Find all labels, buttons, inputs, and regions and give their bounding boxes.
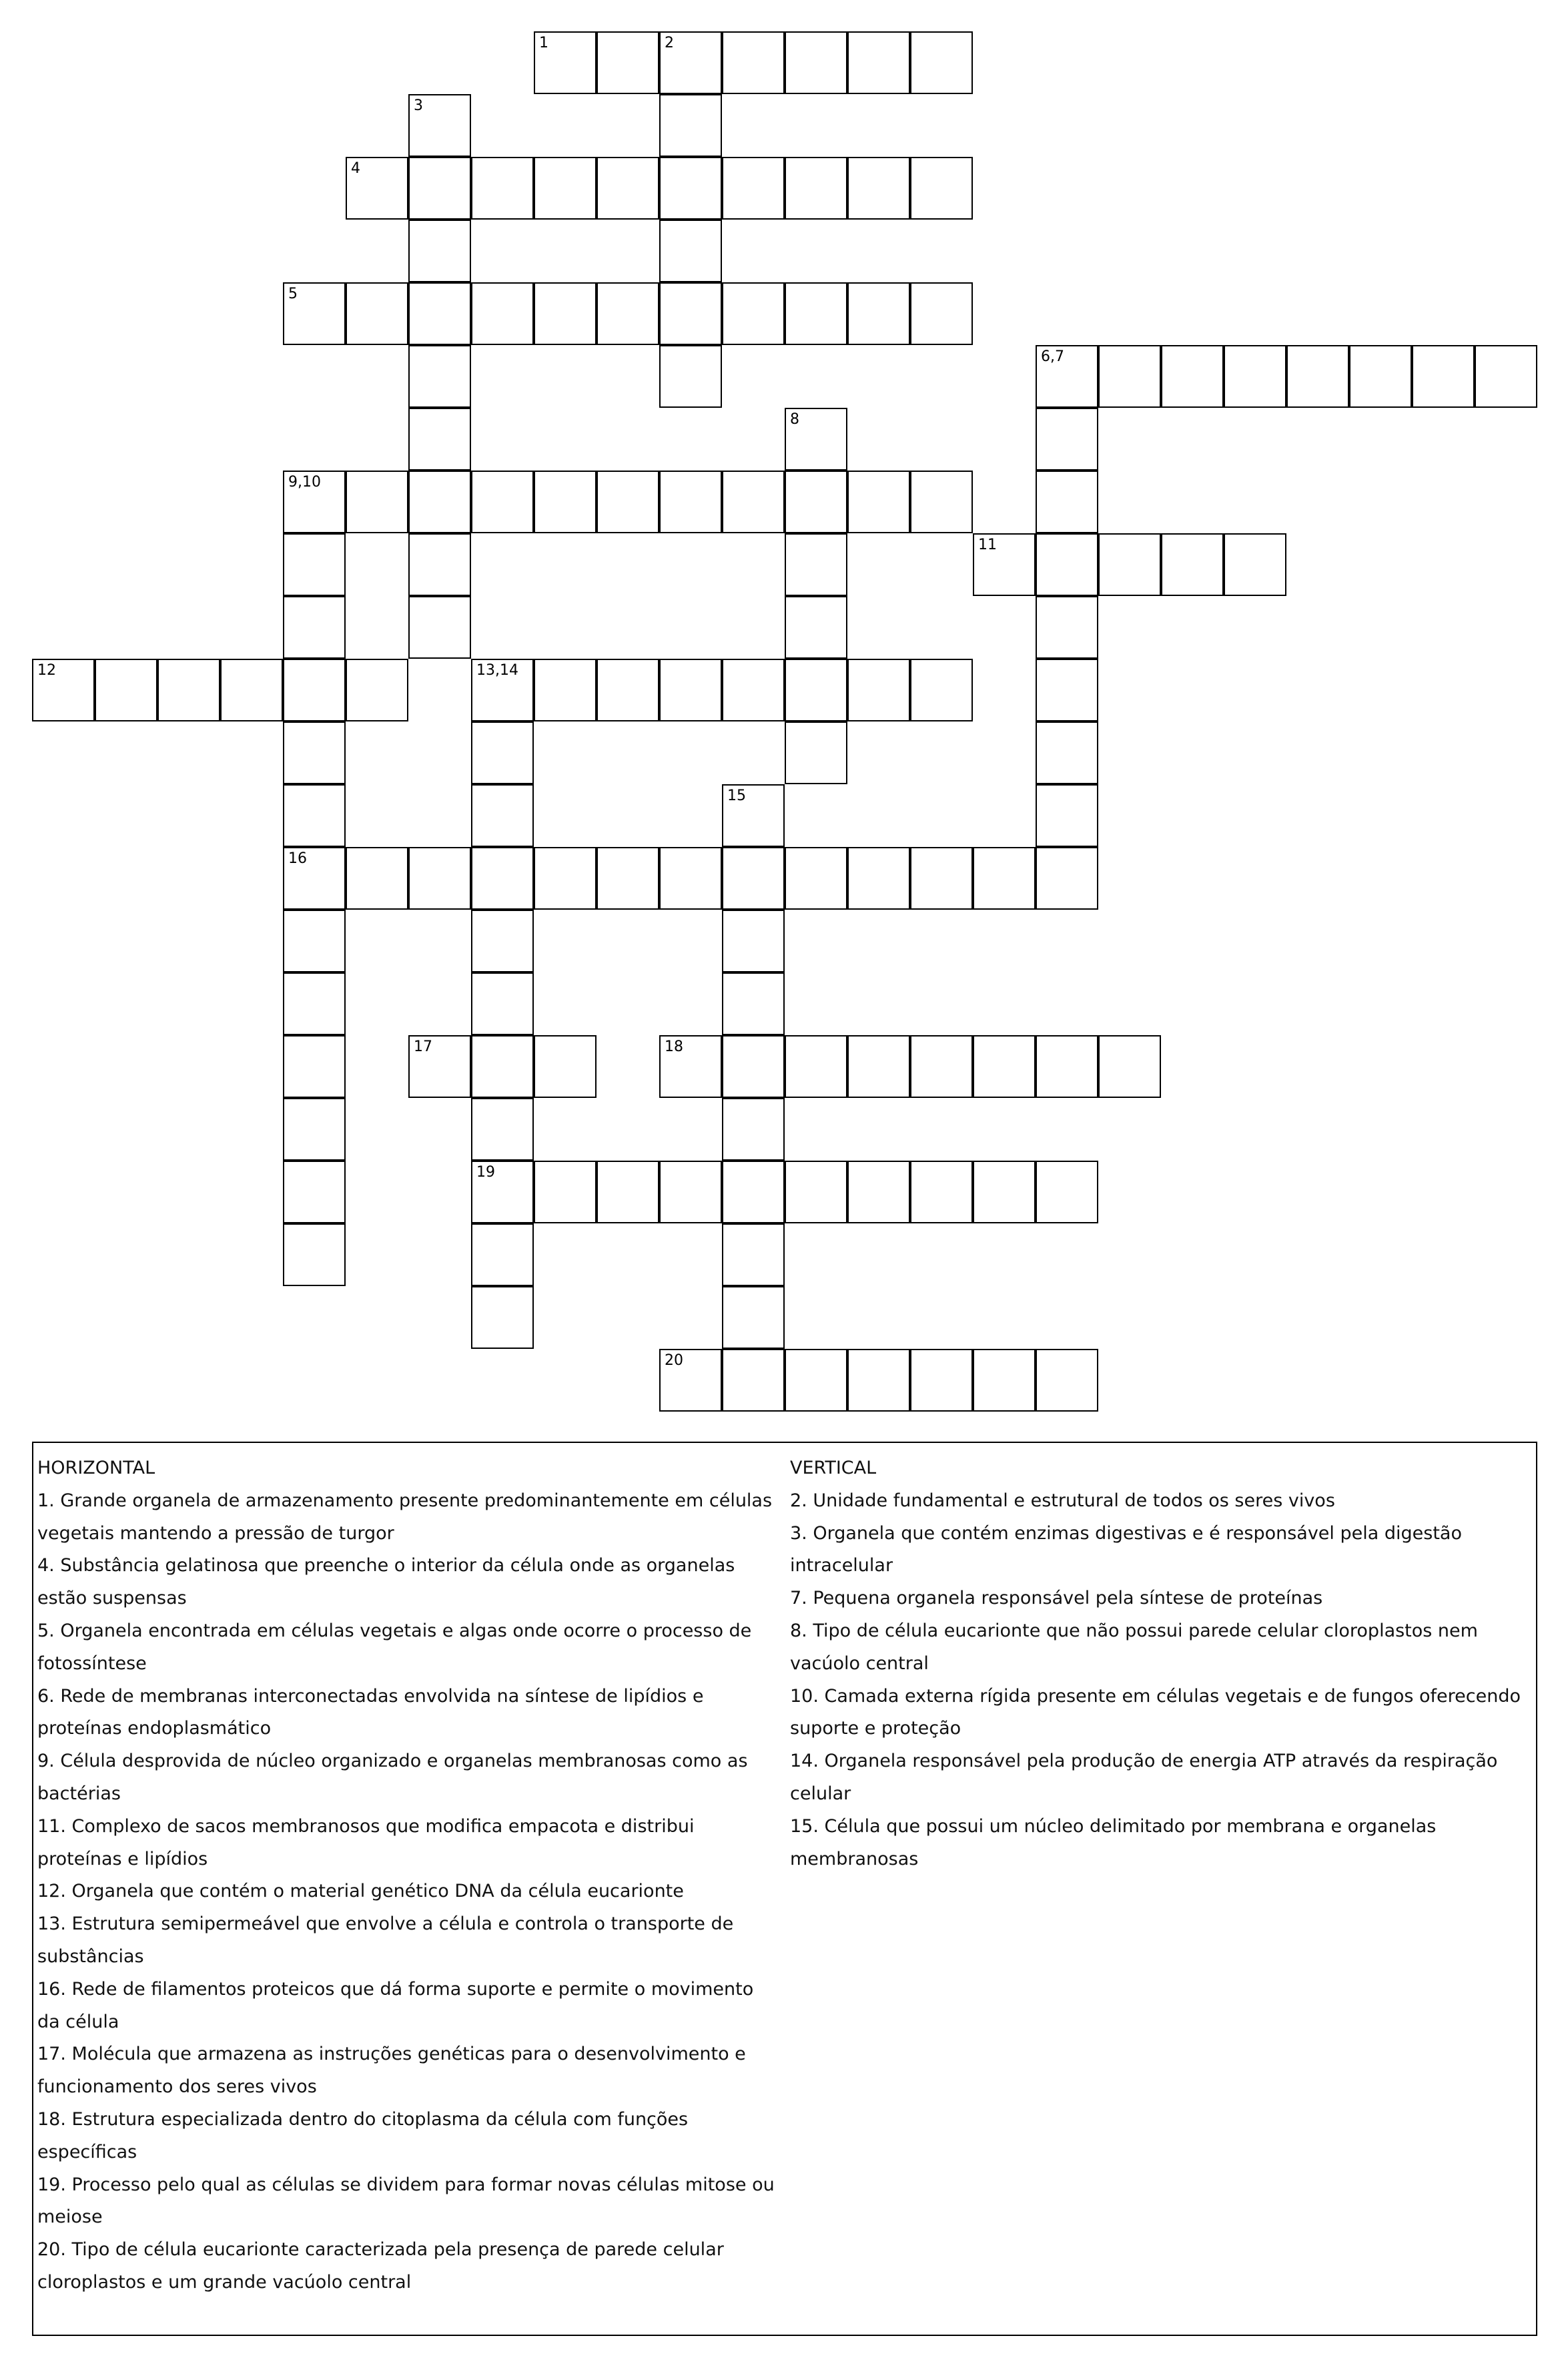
- grid-cell[interactable]: [471, 1098, 534, 1161]
- grid-cell[interactable]: [408, 471, 471, 533]
- clue-number: 12: [37, 662, 56, 679]
- grid-cell[interactable]: [1098, 345, 1161, 408]
- grid-cell[interactable]: [346, 157, 408, 220]
- grid-cell[interactable]: [659, 1161, 722, 1223]
- grid-cell[interactable]: [283, 1223, 346, 1286]
- grid-cell[interactable]: [471, 1286, 534, 1349]
- grid-cell[interactable]: [847, 1349, 910, 1412]
- vertical-clues: [790, 1452, 1531, 1875]
- grid-cell[interactable]: [659, 1035, 722, 1098]
- grid-cell[interactable]: [722, 1098, 785, 1161]
- grid-cell[interactable]: [1036, 345, 1098, 408]
- grid-cell[interactable]: [785, 721, 847, 784]
- grid-cell[interactable]: [597, 659, 659, 721]
- grid-cell[interactable]: [220, 659, 283, 721]
- grid-cell[interactable]: [1036, 1349, 1098, 1412]
- grid-cell[interactable]: [785, 659, 847, 721]
- grid-cell[interactable]: [408, 220, 471, 282]
- clue-number: 6,7: [1041, 348, 1064, 365]
- clue-number: 11: [978, 537, 997, 553]
- clue-h-6: 6. Rede de membranas interconectadas envolvida na síntese de lipídios e proteínas endoplasmático: [37, 1685, 704, 1739]
- grid-cell[interactable]: [283, 282, 346, 345]
- clue-h-20: 20. Tipo de célula eucarionte caracterizada pela presença de parede celular cloroplastos e um grande vacúolo central: [37, 2239, 724, 2293]
- grid-cell[interactable]: [1036, 847, 1098, 910]
- grid-cell[interactable]: [597, 471, 659, 533]
- grid-cell[interactable]: [910, 1161, 973, 1223]
- grid-cell[interactable]: [471, 721, 534, 784]
- grid-cell[interactable]: [346, 659, 408, 721]
- clue-number: 4: [351, 160, 360, 177]
- clue-h-12: 12. Organela que contém o material genético DNA da célula eucarionte: [37, 1881, 684, 1902]
- grid-cell[interactable]: [408, 157, 471, 220]
- grid-cell[interactable]: [847, 31, 910, 94]
- clue-v-8: 8. Tipo de célula eucarionte que não possui parede celular cloroplastos nem vacúolo central: [790, 1620, 1478, 1674]
- grid-cell[interactable]: [1098, 1035, 1161, 1098]
- grid-cell[interactable]: [785, 533, 847, 596]
- grid-cell[interactable]: [1036, 596, 1098, 659]
- clue-h-19: 19. Processo pelo qual as células se dividem para formar novas células mitose ou meiose: [37, 2174, 775, 2228]
- grid-cell[interactable]: [283, 471, 346, 533]
- grid-cell[interactable]: [408, 345, 471, 408]
- clue-h-18: 18. Estrutura especializada dentro do citoplasma da célula com funções específicas: [37, 2108, 689, 2162]
- grid-cell[interactable]: [534, 282, 597, 345]
- grid-cell[interactable]: [1036, 721, 1098, 784]
- grid-cell[interactable]: [659, 220, 722, 282]
- clue-h-16: 16. Rede de filamentos proteicos que dá forma suporte e permite o movimento da célula: [37, 1978, 754, 2032]
- grid-cell[interactable]: [283, 910, 346, 972]
- grid-cell[interactable]: [408, 282, 471, 345]
- grid-cell[interactable]: [910, 659, 973, 721]
- clue-h-4: 4. Substância gelatinosa que preenche o interior da célula onde as organelas estão suspensas: [37, 1555, 735, 1609]
- clues-box: [32, 1442, 1537, 2336]
- grid-cell[interactable]: [1036, 784, 1098, 847]
- grid-cell[interactable]: [471, 157, 534, 220]
- grid-cell[interactable]: [973, 1161, 1036, 1223]
- grid-cell[interactable]: [534, 157, 597, 220]
- grid-cell[interactable]: [910, 471, 973, 533]
- grid-cell[interactable]: [722, 1349, 785, 1412]
- grid-cell[interactable]: [1098, 533, 1161, 596]
- grid-cell[interactable]: [534, 1161, 597, 1223]
- clue-number: 2: [665, 35, 674, 51]
- grid-cell[interactable]: [785, 1161, 847, 1223]
- grid-cell[interactable]: [597, 31, 659, 94]
- grid-cell[interactable]: [847, 847, 910, 910]
- horizontal-clues: [37, 1452, 778, 2299]
- clue-v-15: 15. Célula que possui um núcleo delimitado por membrana e organelas membranosas: [790, 1815, 1437, 1869]
- grid-cell[interactable]: [847, 157, 910, 220]
- clue-number: 16: [288, 850, 307, 867]
- grid-cell[interactable]: [722, 1286, 785, 1349]
- grid-cell[interactable]: [659, 94, 722, 157]
- grid-cell[interactable]: [1224, 533, 1286, 596]
- clue-number: 5: [288, 286, 298, 302]
- clue-v-3: 3. Organela que contém enzimas digestivas e é responsável pela digestão intracelular: [790, 1522, 1462, 1576]
- clue-number: 1: [539, 35, 548, 51]
- grid-cell[interactable]: [659, 31, 722, 94]
- clue-h-9: 9. Célula desprovida de núcleo organizado e organelas membranosas como as bactérias: [37, 1751, 748, 1804]
- grid-cell[interactable]: [722, 847, 785, 910]
- grid-cell[interactable]: [722, 659, 785, 721]
- grid-cell[interactable]: [785, 1349, 847, 1412]
- clue-h-17: 17. Molécula que armazena as instruções genéticas para o desenvolvimento e funcionamento dos seres vivos: [37, 2044, 746, 2098]
- grid-cell[interactable]: [659, 471, 722, 533]
- grid-cell[interactable]: [1475, 345, 1537, 408]
- grid-cell[interactable]: [1286, 345, 1349, 408]
- grid-cell[interactable]: [346, 847, 408, 910]
- grid-cell[interactable]: [847, 1035, 910, 1098]
- grid-cell[interactable]: [1036, 471, 1098, 533]
- grid-cell[interactable]: [910, 1035, 973, 1098]
- clue-h-13: 13. Estrutura semipermeável que envolve a célula e controla o transporte de substâncias: [37, 1913, 734, 1967]
- clue-h-5: 5. Organela encontrada em células vegetais e algas onde ocorre o processo de fotossíntese: [37, 1620, 752, 1674]
- grid-cell[interactable]: [973, 847, 1036, 910]
- clue-number: 15: [727, 788, 746, 804]
- grid-cell[interactable]: [408, 94, 471, 157]
- clue-number: 3: [414, 97, 423, 114]
- grid-cell[interactable]: [910, 1349, 973, 1412]
- grid-cell[interactable]: [95, 659, 157, 721]
- grid-cell[interactable]: [722, 282, 785, 345]
- grid-cell[interactable]: [722, 784, 785, 847]
- grid-cell[interactable]: [283, 533, 346, 596]
- grid-cell[interactable]: [471, 847, 534, 910]
- grid-cell[interactable]: [910, 847, 973, 910]
- grid-cell[interactable]: [659, 659, 722, 721]
- grid-cell[interactable]: [408, 1035, 471, 1098]
- clue-h-11: 11. Complexo de sacos membranosos que modifica empacota e distribui proteínas e lipídios: [37, 1815, 695, 1869]
- grid-cell[interactable]: [408, 596, 471, 659]
- grid-cell[interactable]: [534, 31, 597, 94]
- grid-cell[interactable]: [910, 282, 973, 345]
- grid-cell[interactable]: [346, 471, 408, 533]
- grid-cell[interactable]: [1161, 345, 1224, 408]
- grid-cell[interactable]: [785, 408, 847, 471]
- grid-cell[interactable]: [1036, 533, 1098, 596]
- horizontal-heading: HORIZONTAL: [37, 1458, 155, 1478]
- grid-cell[interactable]: [471, 910, 534, 972]
- clue-v-7: 7. Pequena organela responsável pela síntese de proteínas: [790, 1588, 1323, 1609]
- grid-cell[interactable]: [1036, 408, 1098, 471]
- grid-cell[interactable]: [659, 345, 722, 408]
- clue-v-10: 10. Camada externa rígida presente em células vegetais e de fungos oferecendo suporte e proteção: [790, 1685, 1521, 1739]
- grid-cell[interactable]: [722, 157, 785, 220]
- grid-cell[interactable]: [659, 847, 722, 910]
- grid-cell[interactable]: [785, 471, 847, 533]
- grid-cell[interactable]: [32, 659, 95, 721]
- grid-cell[interactable]: [1161, 533, 1224, 596]
- grid-cell[interactable]: [157, 659, 220, 721]
- grid-cell[interactable]: [471, 471, 534, 533]
- grid-cell[interactable]: [785, 596, 847, 659]
- grid-cell[interactable]: [283, 721, 346, 784]
- grid-cell[interactable]: [408, 847, 471, 910]
- grid-cell[interactable]: [973, 1035, 1036, 1098]
- grid-cell[interactable]: [283, 596, 346, 659]
- grid-cell[interactable]: [471, 282, 534, 345]
- grid-cell[interactable]: [534, 1035, 597, 1098]
- grid-cell[interactable]: [534, 847, 597, 910]
- clue-number: 20: [665, 1352, 683, 1369]
- grid-cell[interactable]: [785, 847, 847, 910]
- clue-number: 9,10: [288, 474, 321, 491]
- grid-cell[interactable]: [785, 157, 847, 220]
- grid-cell[interactable]: [283, 784, 346, 847]
- grid-cell[interactable]: [597, 157, 659, 220]
- grid-cell[interactable]: [847, 282, 910, 345]
- grid-cell[interactable]: [1412, 345, 1475, 408]
- grid-cell[interactable]: [471, 659, 534, 721]
- grid-cell[interactable]: [283, 1098, 346, 1161]
- grid-cell[interactable]: [847, 659, 910, 721]
- grid-cell[interactable]: [910, 31, 973, 94]
- grid-cell[interactable]: [722, 972, 785, 1035]
- grid-cell[interactable]: [847, 1161, 910, 1223]
- grid-cell[interactable]: [785, 1035, 847, 1098]
- grid-cell[interactable]: [847, 471, 910, 533]
- grid-cell[interactable]: [1036, 659, 1098, 721]
- grid-cell[interactable]: [408, 408, 471, 471]
- grid-cell[interactable]: [471, 1223, 534, 1286]
- clue-number: 18: [665, 1039, 683, 1055]
- grid-cell[interactable]: [659, 157, 722, 220]
- clue-number: 13,14: [476, 662, 518, 679]
- grid-cell[interactable]: [1036, 1161, 1098, 1223]
- grid-cell[interactable]: [597, 847, 659, 910]
- grid-cell[interactable]: [1036, 1035, 1098, 1098]
- grid-cell[interactable]: [283, 1161, 346, 1223]
- grid-cell[interactable]: [722, 910, 785, 972]
- clue-h-1: 1. Grande organela de armazenamento presente predominantemente em células vegetais mantendo a pressão de turgor: [37, 1490, 773, 1544]
- grid-cell[interactable]: [722, 1035, 785, 1098]
- grid-cell[interactable]: [471, 972, 534, 1035]
- grid-cell[interactable]: [471, 1161, 534, 1223]
- grid-cell[interactable]: [1224, 345, 1286, 408]
- grid-cell[interactable]: [722, 1223, 785, 1286]
- clue-number: 19: [476, 1164, 495, 1181]
- grid-cell[interactable]: [597, 1161, 659, 1223]
- grid-cell[interactable]: [659, 282, 722, 345]
- grid-cell[interactable]: [283, 659, 346, 721]
- grid-cell[interactable]: [283, 972, 346, 1035]
- clue-number: 17: [414, 1039, 432, 1055]
- clue-v-14: 14. Organela responsável pela produção de energia ATP através da respiração celular: [790, 1751, 1498, 1804]
- clue-v-2: 2. Unidade fundamental e estrutural de todos os seres vivos: [790, 1490, 1335, 1511]
- grid-cell[interactable]: [471, 1035, 534, 1098]
- grid-cell[interactable]: [659, 1349, 722, 1412]
- grid-cell[interactable]: [471, 784, 534, 847]
- clue-number: 8: [790, 411, 799, 428]
- grid-cell[interactable]: [534, 471, 597, 533]
- grid-cell[interactable]: [346, 282, 408, 345]
- grid-cell[interactable]: [408, 533, 471, 596]
- grid-cell[interactable]: [283, 1035, 346, 1098]
- grid-cell[interactable]: [283, 847, 346, 910]
- grid-cell[interactable]: [1349, 345, 1412, 408]
- grid-cell[interactable]: [722, 31, 785, 94]
- grid-cell[interactable]: [722, 471, 785, 533]
- grid-cell[interactable]: [910, 157, 973, 220]
- vertical-heading: VERTICAL: [790, 1458, 877, 1478]
- grid-cell[interactable]: [973, 533, 1036, 596]
- grid-cell[interactable]: [973, 1349, 1036, 1412]
- grid-cell[interactable]: [722, 1161, 785, 1223]
- grid-cell[interactable]: [534, 659, 597, 721]
- grid-cell[interactable]: [597, 282, 659, 345]
- grid-cell[interactable]: [785, 282, 847, 345]
- grid-cell[interactable]: [785, 31, 847, 94]
